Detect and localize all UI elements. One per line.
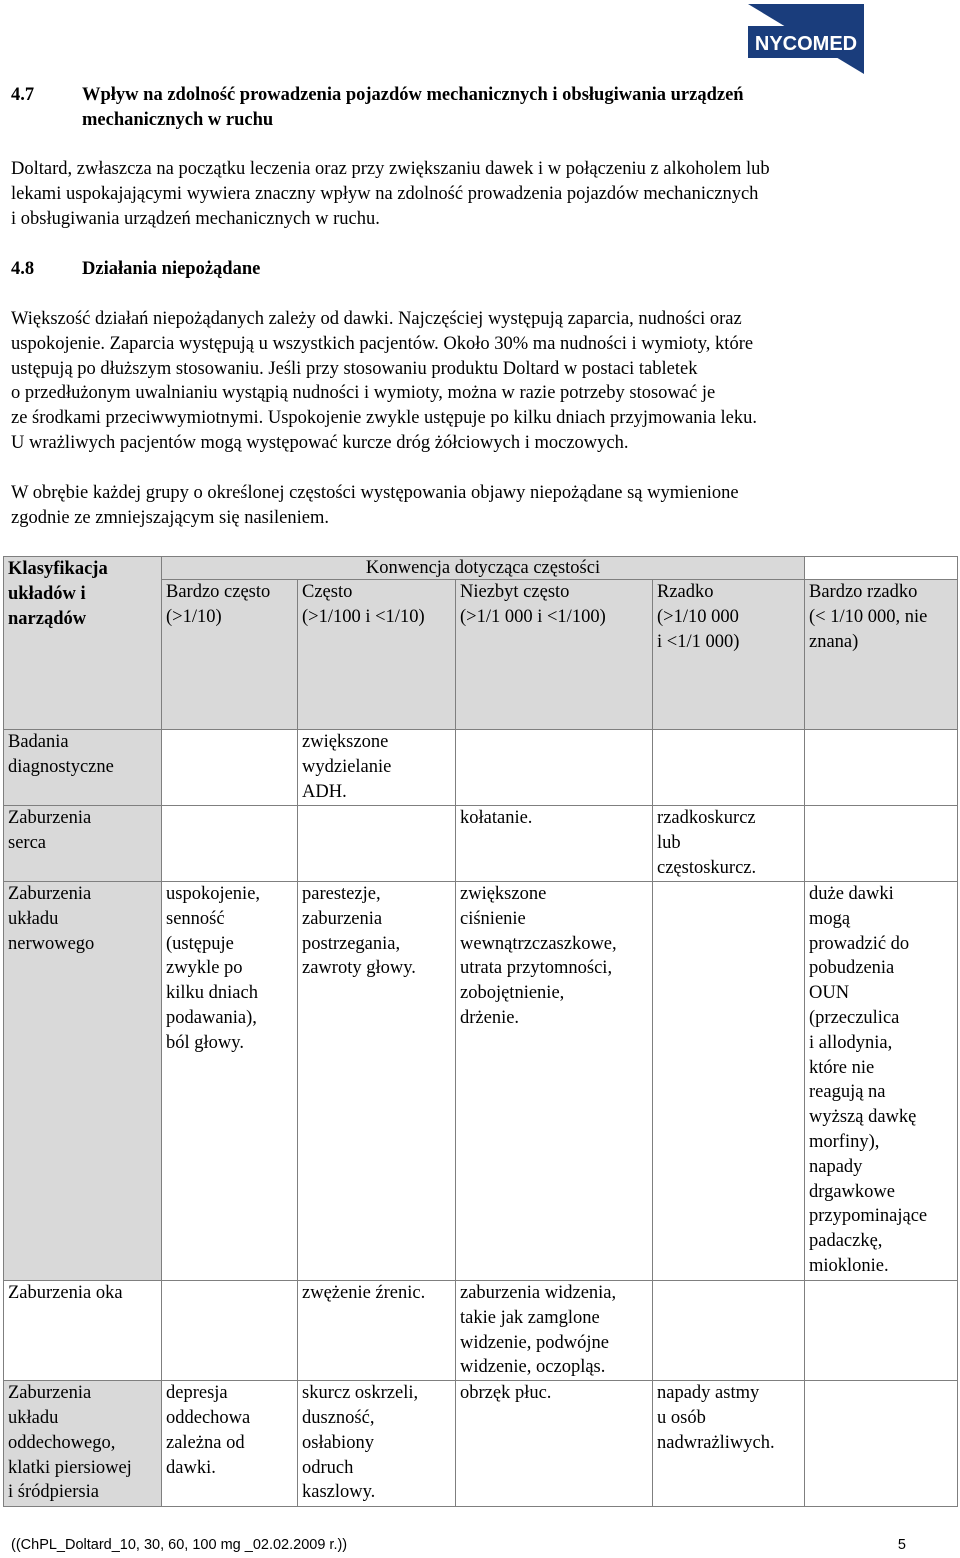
effect-cell — [298, 730, 456, 806]
cell-line: wewnątrzczaszkowe, — [460, 933, 617, 954]
cell-line: padaczkę, — [809, 1231, 883, 1252]
cell-line: duszność, — [302, 1407, 375, 1428]
title-line: Wpływ na zdolność prowadzenia pojazdów mechanicznych i obsługiwania urządzeń — [82, 85, 744, 105]
cell-line: utrata przytomności, — [460, 958, 613, 979]
cell-line: zwiększone — [460, 884, 547, 904]
cell-line: postrzegania, — [302, 933, 401, 954]
cell-line: depresja — [166, 1383, 228, 1404]
cell-line: oddechowa — [166, 1407, 251, 1428]
cell-line: uspokojenie, — [166, 884, 261, 904]
freq-header-rare — [653, 580, 805, 730]
table-row — [4, 1281, 958, 1381]
text-line: W obrębie każdej grupy o określonej częstości występowania objawy niepożądane są wymienione — [11, 483, 739, 503]
cell-line: wyższą dawkę — [809, 1107, 917, 1128]
cell-line: Badania — [8, 732, 69, 752]
table-row — [4, 882, 958, 1281]
cell-line: diagnostyczne — [8, 756, 114, 777]
header-line: znana) — [809, 631, 859, 652]
cell-line: i śródpiersia — [8, 1482, 99, 1503]
text-line: uspokojenie. Zaparcia występują u wszystkich pacjentów. Około 30% ma nudności i wymioty, które — [11, 333, 754, 354]
cell-line: nadwrażliwych. — [657, 1432, 775, 1453]
effect-cell — [805, 1381, 958, 1507]
cell-line: lub — [657, 832, 681, 853]
frequency-group-header — [162, 557, 805, 580]
freq-header-very-rare — [805, 580, 958, 730]
cell-line: zaburzenia widzenia, — [460, 1283, 617, 1303]
empty-cell — [805, 557, 958, 580]
header-line: układów i — [8, 583, 86, 604]
freq-header-uncommon — [456, 580, 653, 730]
header-line: (>1/1 000 i <1/100) — [460, 606, 606, 627]
cell-line: mogą — [809, 908, 851, 929]
cell-line: zwiększone — [302, 732, 389, 752]
effect-cell — [653, 1281, 805, 1381]
cell-line: zwykle po — [166, 958, 243, 979]
header-line: i <1/1 000) — [657, 631, 740, 652]
section-number: 4.8 — [11, 259, 35, 279]
cell-line: zawroty głowy. — [302, 958, 416, 979]
cell-line: drżenie. — [460, 1007, 520, 1028]
cell-line: Zaburzenia — [8, 1383, 92, 1404]
cell-line: odruch — [302, 1457, 354, 1478]
header-line: (>1/100 i <1/10) — [302, 606, 425, 627]
text-line: Większość działań niepożądanych zależy od dawki. Najczęściej występują zaparcia, nudności oraz — [11, 309, 742, 329]
cell-line: skurcz oskrzeli, — [302, 1383, 419, 1404]
cell-line: napady — [809, 1156, 863, 1177]
text-line: ustępują po dłuższym stosowaniu. Jeśli przy stosowaniu produktu Doltard w postaci tabletek — [11, 358, 698, 379]
cell-line: Zaburzenia — [8, 808, 92, 828]
effect-cell — [298, 882, 456, 1281]
cell-line: duże dawki — [809, 884, 894, 904]
text-line: zgodnie ze zmniejszającym się nasileniem. — [11, 507, 329, 528]
cell-line: klatki piersiowej — [8, 1457, 132, 1478]
effect-cell — [298, 806, 456, 882]
group-header-text: Konwencja dotycząca częstości — [365, 558, 601, 578]
cell-line: takie jak zamglone — [460, 1307, 600, 1328]
cell-line: prowadzić do — [809, 933, 910, 954]
table-row — [4, 1381, 958, 1507]
cell-line: senność — [166, 908, 225, 929]
cell-line: rzadkoskurcz — [657, 808, 756, 828]
organ-class-cell — [4, 1281, 162, 1381]
logo-text: NYCOMED — [754, 33, 858, 55]
organ-class-header — [4, 557, 162, 730]
text-line: lekami uspokajającymi wywiera znaczny wpływ na zdolność prowadzenia pojazdów mechanicznych — [11, 183, 759, 204]
cell-line: Zaburzenia oka — [8, 1283, 123, 1303]
cell-line: zobojętnienie, — [460, 983, 565, 1004]
cell-line: kaszlowy. — [302, 1482, 376, 1503]
cell-line: (ustępuje — [166, 933, 234, 954]
title-line: mechanicznych w ruchu — [82, 110, 274, 130]
header-line: narządów — [8, 608, 87, 629]
text-line: ze środkami przeciwwymiotnymi. Uspokojenie zwykle ustępuje po kilku dniach przyjmowania leku. — [11, 408, 757, 429]
cell-line: zaburzenia — [302, 908, 383, 929]
organ-class-cell — [4, 806, 162, 882]
cell-line: drgawkowe — [809, 1181, 895, 1202]
table-row — [4, 730, 958, 806]
document-reference: ((ChPL_Doltard_10, 30, 60, 100 mg _02.02.2009 r.)) — [11, 1537, 348, 1553]
cell-line: kołatanie. — [460, 808, 533, 828]
section-title — [82, 83, 882, 133]
effect-cell — [298, 1281, 456, 1381]
cell-line: ciśnienie — [460, 908, 526, 929]
cell-line: OUN — [809, 983, 850, 1004]
cell-line: nerwowego — [8, 933, 95, 954]
section-number: 4.7 — [11, 85, 35, 105]
section-48-para-2 — [11, 481, 946, 531]
text-line: U wrażliwych pacjentów mogą występować kurcze dróg żółciowych i moczowych. — [11, 432, 629, 453]
organ-class-cell — [4, 1381, 162, 1507]
cell-line: które nie — [809, 1057, 875, 1078]
cell-line: mioklonie. — [809, 1255, 889, 1276]
effect-cell — [162, 882, 298, 1281]
header-line: (< 1/10 000, nie — [809, 606, 928, 627]
cell-line: układu — [8, 908, 59, 929]
page-footer — [11, 1536, 906, 1554]
effect-cell — [456, 730, 653, 806]
cell-line: serca — [8, 832, 46, 853]
cell-line: u osób — [657, 1407, 706, 1428]
effect-cell — [456, 1381, 653, 1507]
header-line: (>1/10 000 — [657, 606, 739, 627]
effect-cell — [162, 806, 298, 882]
cell-line: obrzęk płuc. — [460, 1383, 552, 1404]
effect-cell — [805, 730, 958, 806]
effect-cell — [653, 730, 805, 806]
text-line: Doltard, zwłaszcza na początku leczenia oraz przy zwiększaniu dawek i w połączeniu z alkoholem lub — [11, 159, 770, 179]
cell-line: i allodynia, — [809, 1032, 893, 1053]
effect-cell — [456, 882, 653, 1281]
cell-line: widzenie, podwójne — [460, 1332, 609, 1353]
effect-cell — [805, 1281, 958, 1381]
header-line: (>1/10) — [166, 606, 222, 627]
header-line: Klasyfikacja — [8, 559, 108, 579]
effect-cell — [456, 806, 653, 882]
cell-line: Zaburzenia — [8, 884, 92, 904]
freq-header-very-common — [162, 580, 298, 730]
cell-line: (przeczulica — [809, 1007, 900, 1028]
header-line: Bardzo rzadko — [809, 582, 918, 602]
effect-cell — [162, 1281, 298, 1381]
cell-line: oddechowego, — [8, 1432, 116, 1453]
cell-line: napady astmy — [657, 1383, 760, 1404]
effect-cell — [653, 1381, 805, 1507]
cell-line: zależna od — [166, 1432, 245, 1453]
organ-class-cell — [4, 882, 162, 1281]
effect-cell — [162, 730, 298, 806]
page-number: 5 — [897, 1537, 906, 1553]
table-row — [4, 806, 958, 882]
cell-line: parestezje, — [302, 884, 381, 904]
organ-class-cell — [4, 730, 162, 806]
header-line: Rzadko — [657, 582, 714, 602]
section-48-para-1 — [11, 307, 946, 456]
header-line: Bardzo często — [166, 582, 271, 602]
effect-cell — [805, 806, 958, 882]
nycomed-logo — [748, 4, 864, 74]
header-line: Często — [302, 582, 353, 602]
header-line: Niezbyt często — [460, 582, 570, 602]
cell-line: zwężenie źrenic. — [302, 1283, 426, 1303]
cell-line: przypominające — [809, 1206, 928, 1227]
cell-line: ból głowy. — [166, 1032, 244, 1053]
cell-line: pobudzenia — [809, 958, 895, 979]
effect-cell — [805, 882, 958, 1281]
text-line: o przedłużonym uwalnianiu wystąpią nudności i wymioty, można w razie potrzeby stosować je — [11, 383, 716, 404]
adverse-effects-table — [3, 556, 958, 1507]
cell-line: podawania), — [166, 1007, 257, 1028]
effect-cell — [298, 1381, 456, 1507]
cell-line: osłabiony — [302, 1432, 374, 1453]
effect-cell — [162, 1381, 298, 1507]
effect-cell — [653, 806, 805, 882]
cell-line: kilku dniach — [166, 983, 258, 1004]
effect-cell — [653, 882, 805, 1281]
cell-line: układu — [8, 1407, 59, 1428]
cell-line: reagują na — [809, 1082, 886, 1103]
cell-line: morfiny), — [809, 1131, 880, 1152]
section-47-body — [11, 157, 946, 231]
freq-header-common — [298, 580, 456, 730]
cell-line: ADH. — [302, 781, 347, 802]
text-line: i obsługiwania urządzeń mechanicznych w ruchu. — [11, 208, 380, 229]
effect-cell — [456, 1281, 653, 1381]
cell-line: widzenie, oczopląs. — [460, 1357, 606, 1378]
cell-line: częstoskurcz. — [657, 857, 757, 878]
cell-line: dawki. — [166, 1457, 216, 1478]
section-title: Działania niepożądane — [82, 259, 261, 279]
cell-line: wydzielanie — [302, 756, 392, 777]
